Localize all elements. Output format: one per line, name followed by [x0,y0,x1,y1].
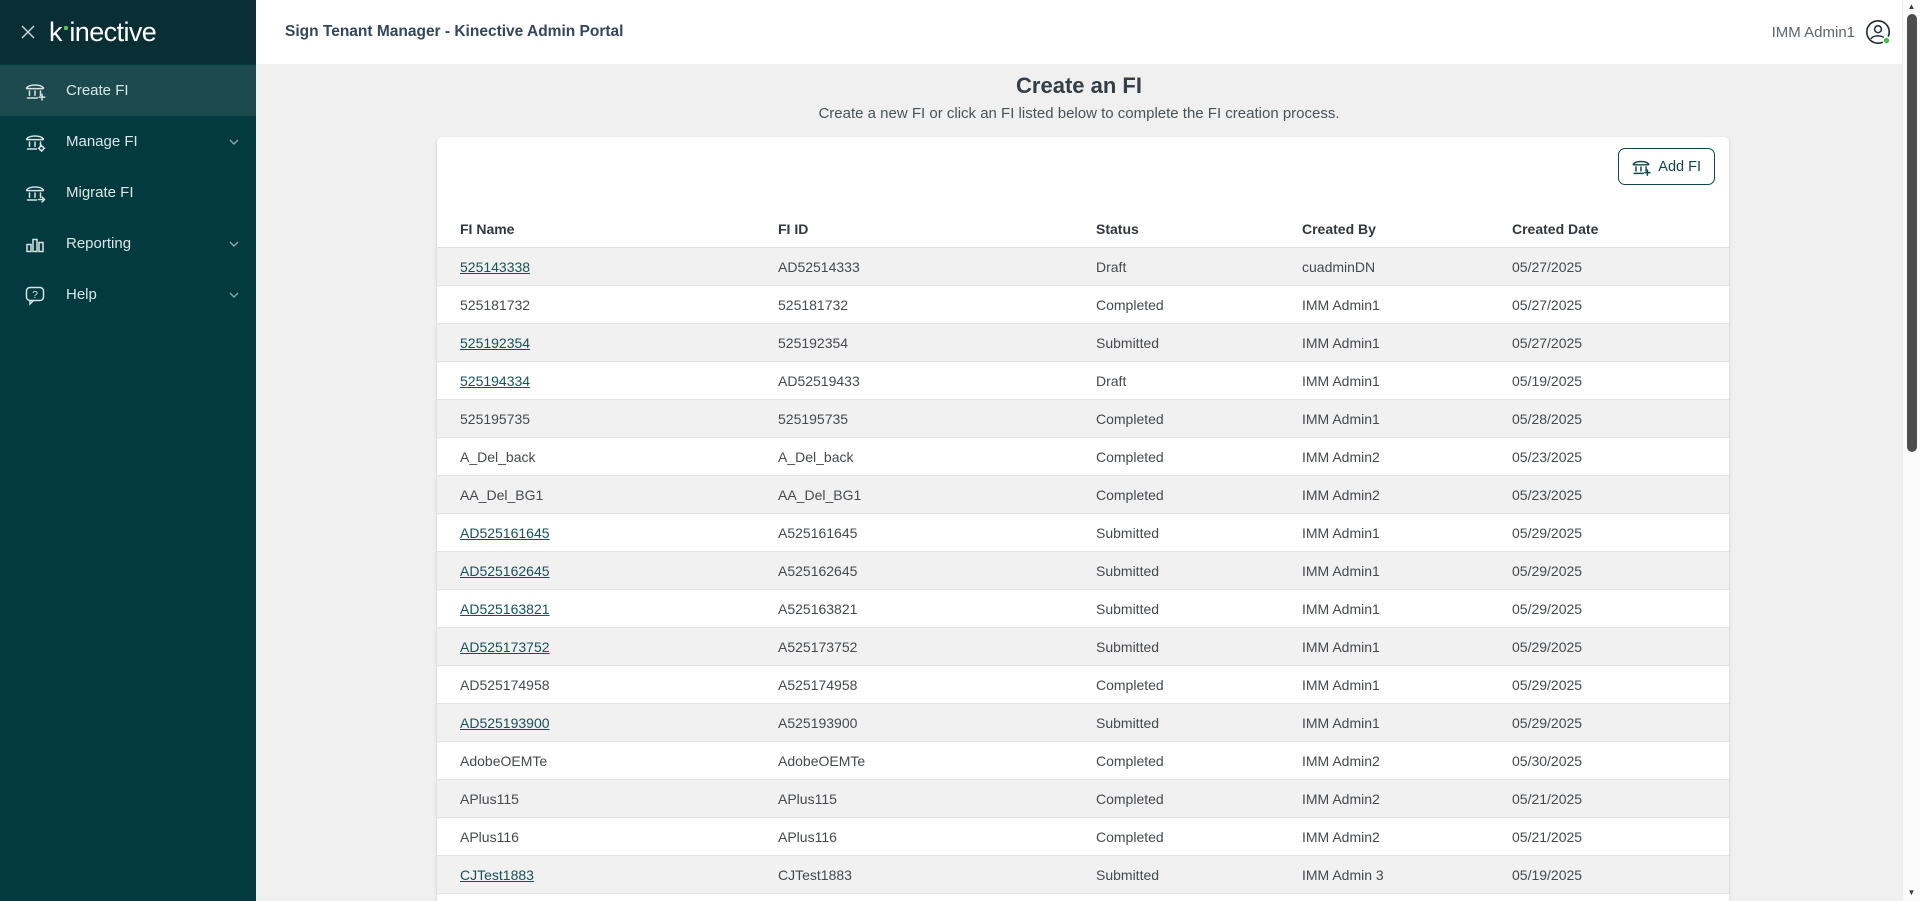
fi-name-cell [460,525,778,541]
fi-name-cell: 525181732 [460,296,531,313]
fi-name-cell: A_Del_back [460,448,536,465]
table-row [437,286,1729,324]
fi-id-cell: A525193900 [778,714,858,731]
created-date-cell: 05/27/2025 [1512,296,1583,313]
scroll-down-arrow-icon[interactable]: ▼ [1907,888,1916,897]
status-cell: Draft [1096,258,1127,275]
created-by-cell: IMM Admin2 [1302,486,1380,503]
table-row [437,666,1729,704]
column-header-status: Status [1096,220,1139,237]
fi-list-card [437,137,1729,901]
fi-name-cell: AD525174958 [460,676,550,693]
fi-name-cell [460,639,778,655]
svg-text:?: ? [32,288,38,301]
column-header-fi-name: FI Name [460,220,515,237]
created-date-cell: 05/28/2025 [1512,410,1583,427]
created-date-cell: 05/29/2025 [1512,638,1583,655]
fi-id-cell: A525162645 [778,562,858,579]
created-by-cell: IMM Admin2 [1302,752,1380,769]
table-row [437,438,1729,476]
created-by-cell: IMM Admin1 [1302,638,1380,655]
fi-id-cell: 525192354 [778,334,849,351]
table-row [437,628,1729,666]
fi-name-link[interactable]: 525192354 [460,334,531,351]
sidebar-logo-bar [0,0,256,64]
table-row [437,704,1729,742]
created-date-cell: 05/27/2025 [1512,258,1583,275]
created-by-cell: IMM Admin1 [1302,296,1380,313]
sidebar-item-label: Reporting [66,235,132,252]
sidebar-item-label: Create FI [66,82,129,99]
created-date-cell: 05/21/2025 [1512,790,1583,807]
created-by-cell: IMM Admin1 [1302,714,1380,731]
bar-chart-icon [23,232,47,256]
add-fi-label: Add FI [1658,158,1701,175]
table-row [437,514,1729,552]
table-row [437,362,1729,400]
fi-id-cell: APlus116 [778,828,837,845]
scroll-up-arrow-icon[interactable]: ▲ [1907,2,1916,11]
status-cell: Completed [1096,752,1164,769]
page-title: Create an FI [1016,73,1142,98]
table-row [437,590,1729,628]
table-row [437,780,1729,818]
created-date-cell: 05/23/2025 [1512,448,1583,465]
created-date-cell: 05/29/2025 [1512,524,1583,541]
created-by-cell: IMM Admin1 [1302,410,1380,427]
user-name: IMM Admin1 [1771,23,1855,41]
main-content [256,64,1902,901]
table-row [437,552,1729,590]
fi-name-link[interactable]: CJTest1883 [460,866,534,883]
created-by-cell: IMM Admin1 [1302,676,1380,693]
status-cell: Submitted [1096,334,1160,351]
status-cell: Submitted [1096,714,1160,731]
created-by-cell: IMM Admin1 [1302,524,1380,541]
sidebar-item-manage-fi[interactable] [0,116,256,167]
vertical-scrollbar [1902,0,1920,901]
created-by-cell: IMM Admin1 [1302,372,1380,389]
status-cell: Completed [1096,828,1164,845]
table-row [437,476,1729,514]
status-cell: Completed [1096,790,1164,807]
created-by-cell: IMM Admin1 [1302,600,1380,617]
sidebar [0,0,256,901]
status-cell: Submitted [1096,562,1160,579]
created-by-cell: IMM Admin1 [1302,562,1380,579]
fi-name-cell [460,335,778,351]
column-header-fi-id: FI ID [778,220,809,237]
sidebar-item-reporting[interactable] [0,218,256,269]
bank-gear-icon [23,130,47,154]
status-cell: Submitted [1096,638,1160,655]
fi-name-cell: 525195735 [460,410,531,427]
sidebar-item-label: Help [66,286,97,303]
status-cell: Completed [1096,486,1164,503]
column-header-created-by: Created By [1302,220,1376,237]
created-date-cell: 05/27/2025 [1512,334,1583,351]
fi-name-cell [460,867,778,883]
status-cell: Submitted [1096,866,1160,883]
created-by-cell: IMM Admin1 [1302,334,1380,351]
table-row [437,248,1729,286]
status-cell: Submitted [1096,600,1160,617]
fi-name-link[interactable]: 525143338 [460,258,531,275]
fi-id-cell: A525163821 [778,600,858,617]
fi-id-cell: A525173752 [778,638,858,655]
table-row [437,400,1729,438]
table-body [437,248,1729,894]
help-bubble-icon [23,283,47,307]
fi-id-cell: 525195735 [778,410,849,427]
fi-id-cell: AD52514333 [778,258,860,275]
fi-name-link[interactable]: AD525163821 [460,600,550,617]
fi-name-cell: AdobeOEMTe [460,752,548,769]
chevron-down-icon [226,134,242,150]
bank-plus-icon [23,79,47,103]
created-date-cell: 05/29/2025 [1512,676,1583,693]
fi-name-cell [460,715,778,731]
scrollbar-thumb[interactable] [1907,14,1917,452]
status-cell: Draft [1096,372,1127,389]
fi-name-link[interactable]: AD525162645 [460,562,550,579]
sidebar-item-migrate-fi[interactable] [0,167,256,218]
status-cell: Completed [1096,296,1164,313]
fi-name-cell [460,259,778,275]
sidebar-item-label: Manage FI [66,133,138,150]
fi-name-link[interactable]: AD525161645 [460,524,550,541]
user-menu[interactable] [1772,0,1892,64]
created-date-cell: 05/30/2025 [1512,752,1583,769]
fi-name-cell [460,601,778,617]
chevron-down-icon [226,287,242,303]
fi-name-link[interactable]: AD525193900 [460,714,550,731]
fi-name-link[interactable]: 525194334 [460,372,531,389]
chevron-down-icon [226,236,242,252]
avatar [1864,18,1892,46]
fi-name-cell [460,373,778,389]
table-row [437,856,1729,894]
fi-id-cell: A525174958 [778,676,858,693]
created-by-cell: cuadminDN [1302,258,1376,275]
fi-name-link[interactable]: AD525173752 [460,638,550,655]
fi-name-cell: APlus115 [460,790,519,807]
fi-id-cell: A_Del_back [778,448,854,465]
status-cell: Completed [1096,676,1164,693]
fi-id-cell: AdobeOEMTe [778,752,866,769]
created-date-cell: 05/29/2025 [1512,600,1583,617]
fi-name-cell: APlus116 [460,828,519,845]
status-cell: Completed [1096,410,1164,427]
created-by-cell: IMM Admin2 [1302,790,1380,807]
sidebar-item-label: Migrate FI [66,184,134,201]
bank-arrow-icon [23,181,47,205]
page-subtitle: Create a new FI or click an FI listed below to complete the FI creation process. [818,105,1340,122]
table-row [437,818,1729,856]
table-row [437,742,1729,780]
topbar [256,0,1902,64]
fi-id-cell: A525161645 [778,524,858,541]
fi-name-cell: AA_Del_BG1 [460,486,544,503]
created-date-cell: 05/21/2025 [1512,828,1583,845]
logo-green-dot [64,26,68,30]
fi-name-cell [460,563,778,579]
table-header-row [437,210,1729,248]
created-date-cell: 05/29/2025 [1512,562,1583,579]
created-date-cell: 05/29/2025 [1512,714,1583,731]
created-date-cell: 05/19/2025 [1512,372,1583,389]
status-cell: Completed [1096,448,1164,465]
column-header-created-date: Created Date [1512,220,1599,237]
kinective-logo: k inective [49,16,157,47]
status-cell: Submitted [1096,524,1160,541]
created-by-cell: IMM Admin2 [1302,828,1380,845]
fi-id-cell: 525181732 [778,296,849,313]
card-toolbar [437,137,1729,210]
created-date-cell: 05/19/2025 [1512,866,1583,883]
created-by-cell: IMM Admin2 [1302,448,1380,465]
table-row [437,324,1729,362]
sidebar-menu [0,64,256,320]
close-icon[interactable] [15,19,41,45]
online-status-dot [1883,37,1890,44]
user-circle-icon [1864,18,1892,46]
created-by-cell: IMM Admin 3 [1302,866,1384,883]
bank-plus-icon [1630,156,1652,178]
add-fi-button[interactable] [1618,148,1715,185]
fi-id-cell: APlus115 [778,790,837,807]
created-date-cell: 05/23/2025 [1512,486,1583,503]
fi-id-cell: AA_Del_BG1 [778,486,862,503]
sidebar-item-create-fi[interactable] [0,65,256,116]
fi-id-cell: CJTest1883 [778,866,852,883]
sidebar-item-help[interactable] [0,269,256,320]
fi-id-cell: AD52519433 [778,372,860,389]
page-header-title: Sign Tenant Manager - Kinective Admin Portal [285,23,624,40]
